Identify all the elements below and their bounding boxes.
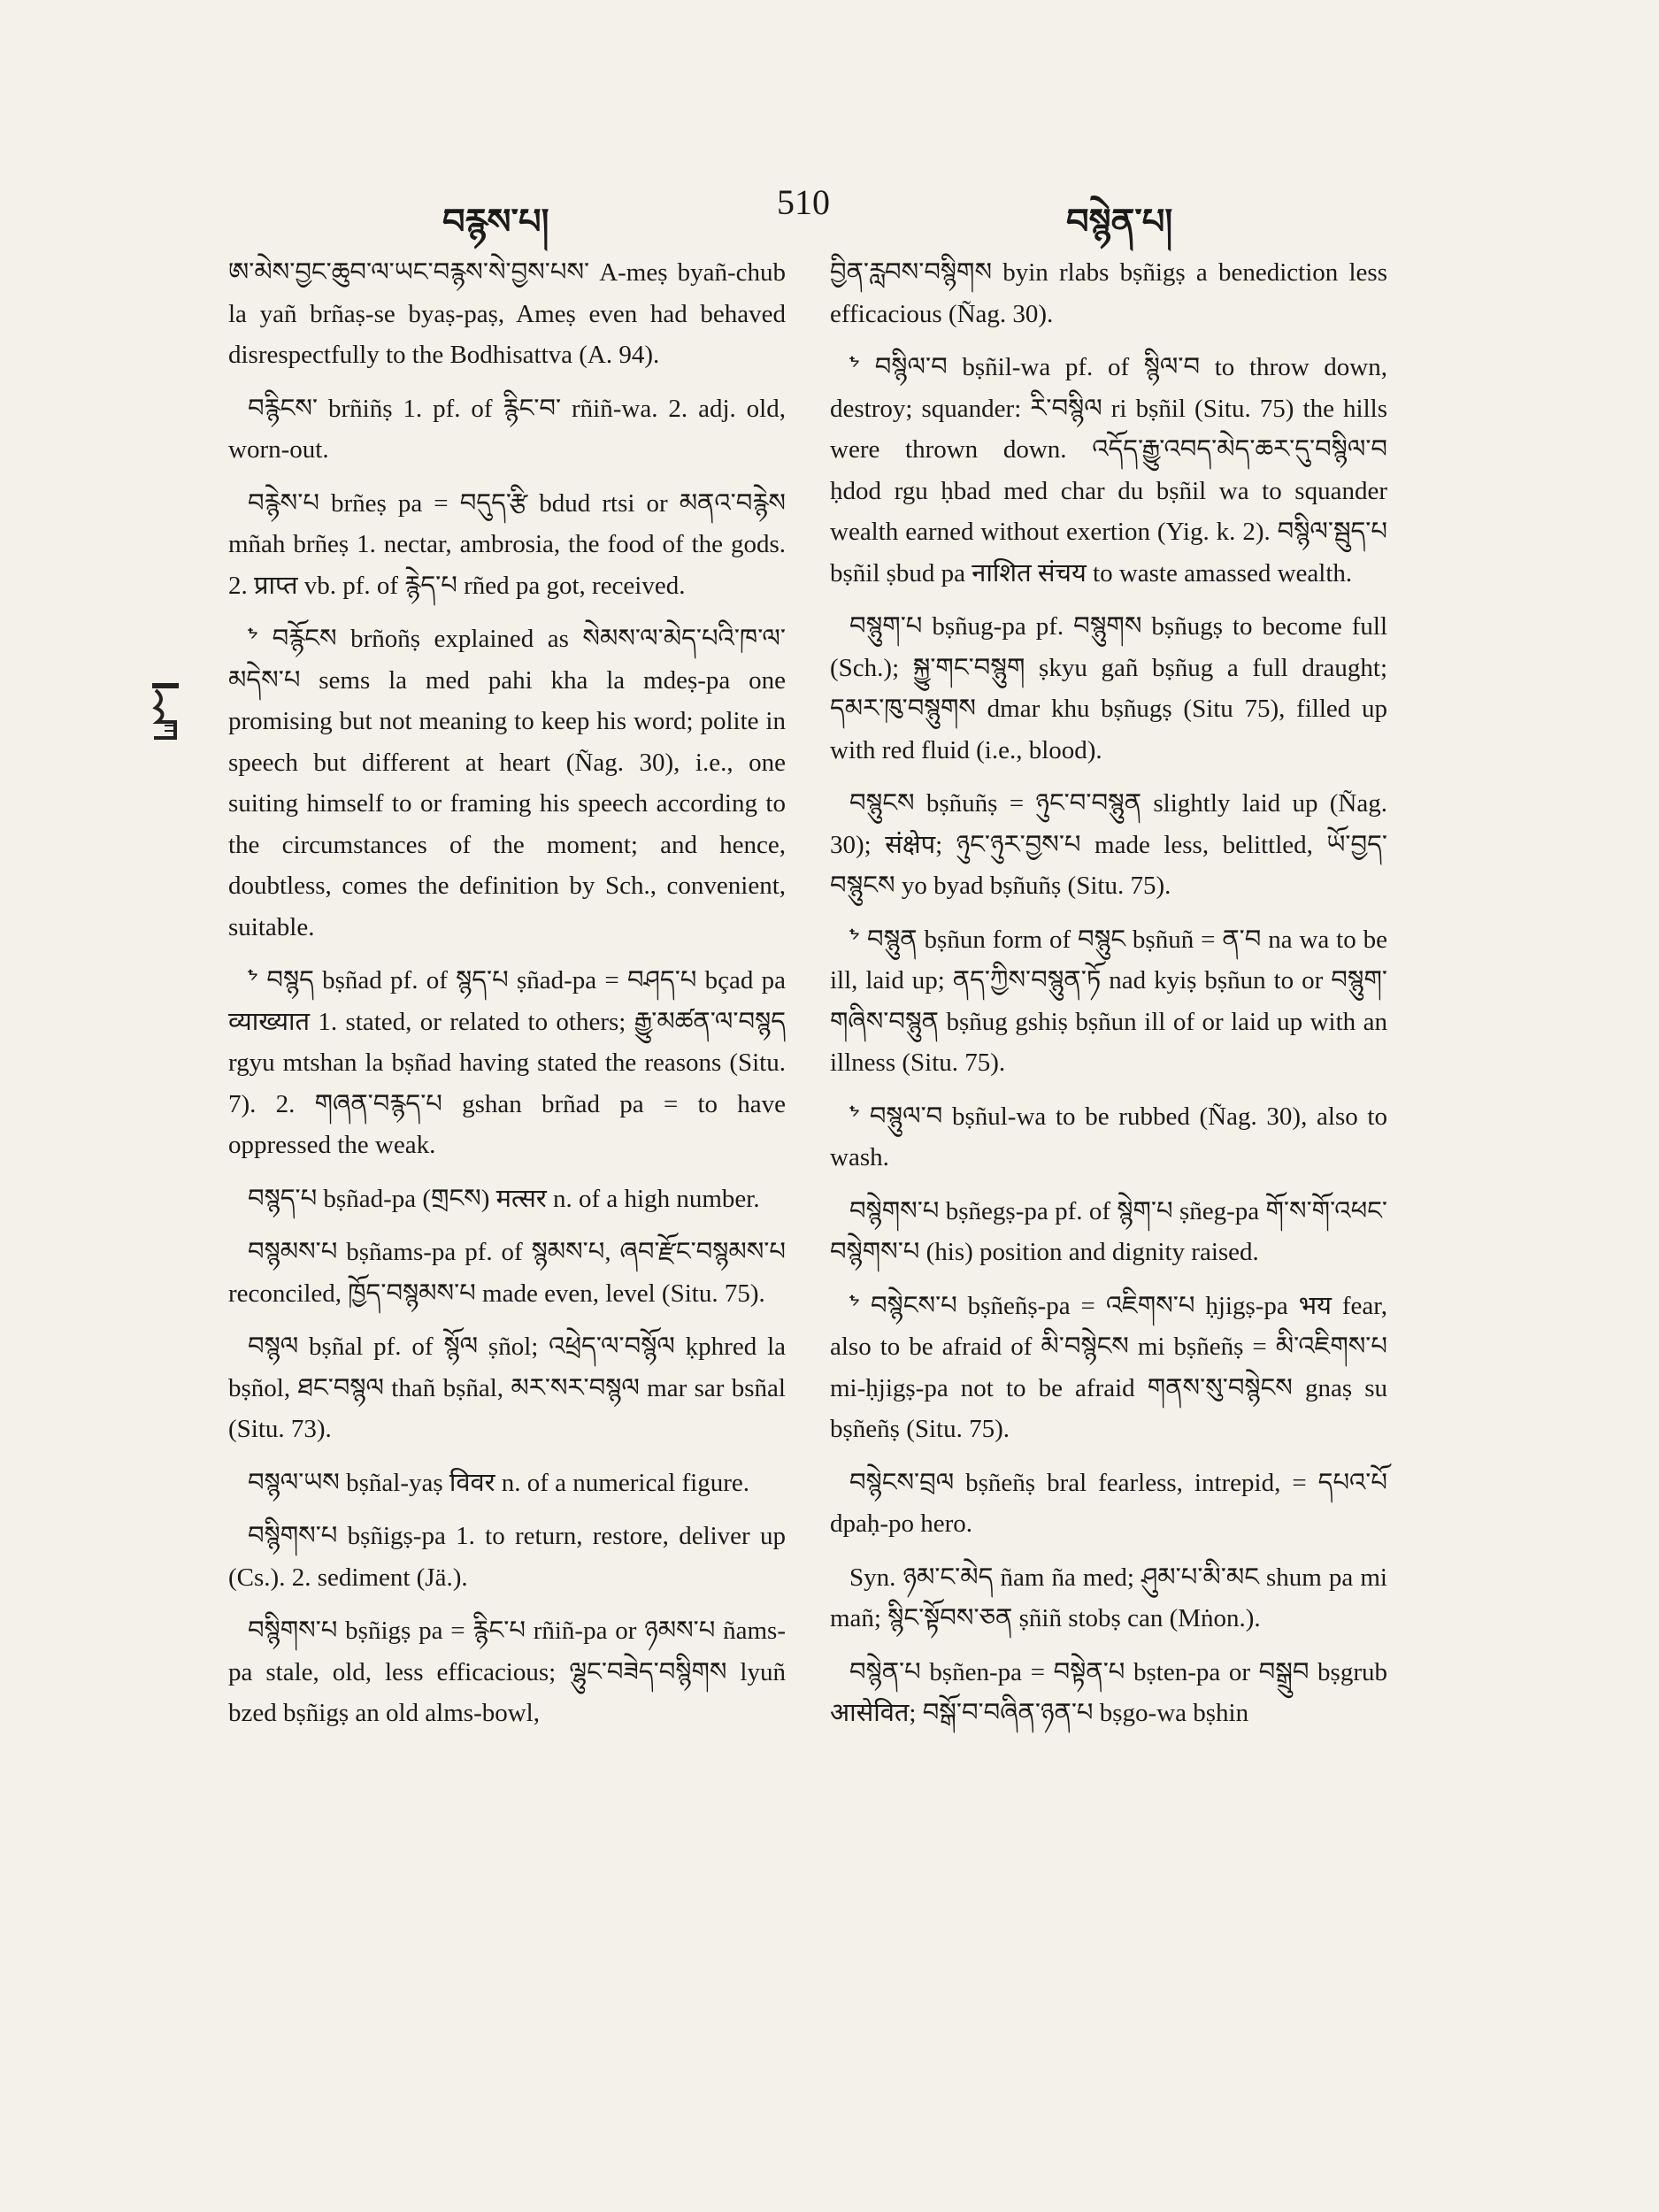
entry-paragraph: ཨ་མེས་བྱང་ཆུབ་ལ་ཡང་བརྙས་སེ་བྱས་པས་ A-meṣ byañ-chub la yañ brñaṣ-se byaṣ-paṣ, Ameṣ even had behaved disrespectfully to the Bodhisattva (A. 94).	[228, 258, 786, 369]
entry-paragraph: བསྙིགས་པ bṣñigṣ-pa 1. to return, restore, deliver up (Cs.). 2. sediment (Jä.).	[228, 1522, 786, 1592]
entry-paragraph: བསྙད་པ bṣñad-pa (གྲངས) मत्सर n. of a high number.	[248, 1184, 760, 1213]
entry-paragraph: བསྙིགས་པ bṣñigṣ pa = རྙིང་པ rñiñ-pa or ཉམས་པ ñams-pa stale, old, less efficacious; ལྷུང་བཟེད་བསྙིགས lyuñ bzed bṣñigṣ an old alms-bowl,	[228, 1617, 786, 1727]
entry-paragraph: བསྙམས་པ bṣñams-pa pf. of སྙམས་པ, ཞབ་རྫོང་བསྙམས་པ reconciled, ཁྱོད་བསྙམས་པ made even, level (Situ. 75).	[228, 1238, 786, 1308]
entry-paragraph: བརྙིངས་ brñiñṣ 1. pf. of རྙིང་བ་ rñiñ-wa. 2. adj. old, worn-out.	[228, 394, 786, 464]
left-column	[228, 252, 786, 1747]
right-running-headword: བསྙེན་པ།	[1066, 201, 1173, 242]
left-running-headword: བརྙས་པ།	[442, 201, 549, 242]
entry-paragraph: བསྙལ་ཡས bṣñal-yaṣ विवर n. of a numerical figure.	[248, 1468, 749, 1497]
entry-paragraph: ᖮ བསྙུལ་བ bṣñul-wa to be rubbed (Ñag. 30), also to wash.	[830, 1102, 1387, 1171]
page-number: 510	[777, 182, 830, 222]
entry-paragraph: ᖮ བསྙིལ་བ bṣñil-wa pf. of སྙིལ་བ to throw down, destroy; squander: རི་བསྙིལ ri bṣñil (Situ. 75) the hills were thrown down. འདོད་རྒྱུ་འབད་མེད་ཆར་དུ་བསྙིལ་བ ḥdod rgu ḥbad med char du bṣñil wa to squander wealth earned without exertion (Yig. k. 2). བསྙིལ་སྦུད་པ bṣñil ṣbud pa नाशित संचय to waste amassed wealth.	[830, 353, 1387, 588]
entry-paragraph: བྱིན་རླབས་བསྙིགས byin rlabs bṣñigṣ a benediction less efficacious (Ñag. 30).	[830, 258, 1387, 328]
page-header	[0, 181, 1659, 242]
entry-paragraph: ᖮ བསྙུན bṣñun form of བསྙུང bṣñuñ = ན་བ na wa to be ill, laid up; ནད་ཀྱིས་བསྙུན་ཏོ nad kyiṣ bṣñun to or བསྙུག་གཞིས་བསྙུན bṣñug gshiṣ bṣñun ill of or laid up with an illness (Situ. 75).	[830, 925, 1387, 1077]
entry-paragraph: Syn. ཉམ་ང་མེད ñam ña med; ཤུམ་པ་མི་མང shum pa mi mañ; སྙིང་སྟོབས་ཅན ṣñiñ stobṣ can (Mṅon.).	[830, 1563, 1387, 1632]
entry-paragraph: བསྙེགས་པ bṣñegṣ-pa pf. of སྙེག་པ ṣñeg-pa གོ་ས་གོ་འཕང་བསྙེགས་པ (his) position and dignity raised.	[830, 1196, 1387, 1266]
entry-paragraph: ᖮ བསྙེངས་པ bṣñeñṣ-pa = འཇིགས་པ ḥjigṣ-pa भय fear, also to be afraid of མི་བསྙེངས mi bṣñeñṣ = མི་འཇིགས་པ mi-ḥjigṣ-pa not to be afraid གནས་སུ་བསྙེངས gnaṣ su bṣñeñṣ (Situ. 75).	[830, 1291, 1387, 1443]
entry-paragraph: བསྙལ bṣñal pf. of སྙོལ ṣñol; འཕྲེད་ལ་བསྙོལ ḳphred la bṣñol, ཐང་བསྙལ thañ bṣñal, མར་སར་བསྙལ mar sar bsñal (Situ. 73).	[228, 1333, 786, 1443]
right-column	[830, 252, 1387, 1747]
entry-paragraph: ᖮ བརྙོངས brñoñṣ explained as སེམས་ལ་མེད་པའི་ཁ་ལ་མདེས་པ sems la med pahi kha la mdeṣ-pa one promising but not meaning to keep his word; polite in speech but different at heart (Ñag. 30), i.e., one suiting himself to or framing his speech according to the circumstances of the moment; and hence, doubtless, comes the definition by Sch., convenient, suitable.	[228, 625, 786, 941]
entry-paragraph: བརྙེས་པ brñeṣ pa = བདུད་རྩི bdud rtsi or མནའ་བརྙེས mñah brñeṣ 1. nectar, ambrosia, the food of the gods. 2. प्राप्त vb. pf. of རྙེད་པ rñed pa got, received.	[228, 488, 786, 600]
entry-paragraph: བསྙེན་པ bṣñen-pa = བསྟེན་པ bṣten-pa or བསྒྲུབ bṣgrub आसेवित; བསྒོ་བ་བཞིན་ཉན་པ bṣgo-wa bṣhin	[830, 1657, 1387, 1727]
entry-paragraph: ᖮ བསྙད bṣñad pf. of སྙད་པ ṣñad-pa = བཤད་པ bçad pa व्याख्यात 1. stated, or related to others; རྒྱུ་མཚན་ལ་བསྙད rgyu mtshan la bṣñad having stated the reasons (Situ. 7). 2. གཞན་བརྙད་པ gshan brñad pa = to have oppressed the weak.	[228, 966, 786, 1159]
entry-paragraph: བསྙུངས bṣñuñṣ = ཉུང་བ་བསྙུན slightly laid up (Ñag. 30); संक्षेप; ཉུང་ཉུར་བྱས་པ made less, belittled, ཡོ་བྱད་བསྙུངས yo byad bṣñuñṣ (Situ. 75).	[830, 789, 1387, 900]
entry-paragraph: བསྙེངས་བྲལ bṣñeñṣ bral fearless, intrepid, = དཔའ་པོ dpaḥ-po hero.	[830, 1468, 1387, 1538]
entry-paragraph: བསྙུག་པ bṣñug-pa pf. བསྙུགས bṣñugṣ to become full (Sch.); སྐྱུ་གང་བསྙུག ṣkyu gañ bṣñug a full draught; དམར་ཁུ་བསྙུགས dmar khu bṣñugṣ (Situ 75), filled up with red fluid (i.e., blood).	[830, 612, 1387, 764]
margin-ornament-icon	[149, 681, 184, 740]
